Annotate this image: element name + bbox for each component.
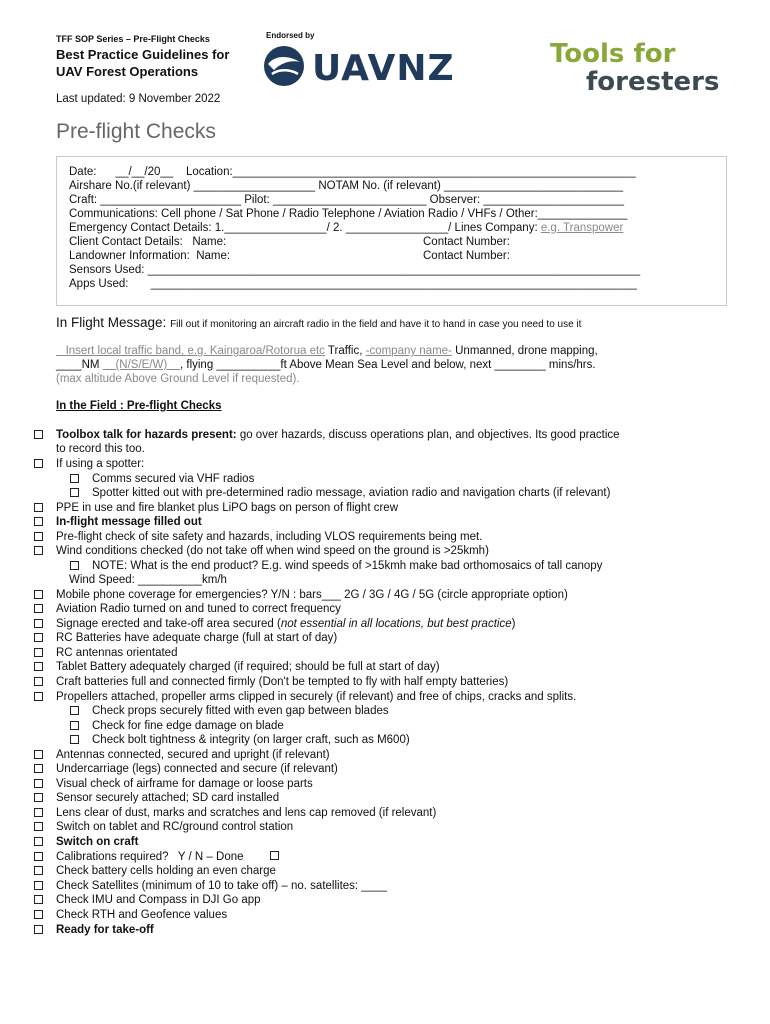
item-airframe: Visual check of airframe for damage or loose parts bbox=[56, 778, 313, 790]
airshare-notam-field[interactable]: Airshare No.(if relevant) ___________________ NOTAM No. (if relevant) ____________________________ bbox=[69, 180, 624, 192]
checkbox-props-bolt[interactable] bbox=[70, 735, 79, 744]
series-label: TFF SOP Series – Pre-Flight Checks bbox=[56, 34, 210, 44]
checkbox-spotter-comms[interactable] bbox=[70, 474, 79, 483]
signage-note: not essential in all locations, but best practice bbox=[280, 618, 512, 630]
toolbox-label: Toolbox talk for hazards present: bbox=[56, 429, 237, 441]
date-location-field[interactable]: Date: __/__/20__ Location:_______________________________________________________________ bbox=[69, 166, 636, 178]
item-spotter-comms: Comms secured via VHF radios bbox=[92, 473, 255, 485]
item-rc-batteries: RC Batteries have adequate charge (full at start of day) bbox=[56, 632, 338, 644]
apps-used-field[interactable]: Apps Used: ____________________________________________________________________________ bbox=[69, 278, 637, 290]
item-imu: Check IMU and Compass in DJI Go app bbox=[56, 894, 261, 906]
checkbox-craft-batteries[interactable] bbox=[34, 677, 43, 686]
item-rth: Check RTH and Geofence values bbox=[56, 909, 228, 921]
checkbox-rc-batteries[interactable] bbox=[34, 633, 43, 642]
checkbox-airframe[interactable] bbox=[34, 779, 43, 788]
last-updated: Last updated: 9 November 2022 bbox=[56, 93, 221, 105]
inflight-message-heading bbox=[56, 315, 581, 330]
checkbox-mobile[interactable] bbox=[34, 590, 43, 599]
checkbox-signage[interactable] bbox=[34, 619, 43, 628]
checkbox-wind-note[interactable] bbox=[70, 561, 79, 570]
item-spotter: If using a spotter: bbox=[56, 458, 145, 470]
checkbox-switch-craft[interactable] bbox=[34, 837, 43, 846]
checkbox-spotter[interactable] bbox=[34, 459, 43, 468]
uavnz-logo bbox=[262, 40, 512, 90]
checkbox-satellites[interactable] bbox=[34, 881, 43, 890]
traffic-band-placeholder[interactable]: Insert local traffic band, e.g. Kaingaroa/Rotorua etc bbox=[56, 345, 325, 357]
checkbox-toolbox[interactable] bbox=[34, 430, 43, 439]
unmanned-text: Unmanned, drone mapping, bbox=[451, 345, 598, 357]
checkbox-calibrations-done[interactable] bbox=[270, 851, 279, 860]
item-toolbox-cont: to record this too. bbox=[56, 443, 145, 455]
checkbox-spotter-kitted[interactable] bbox=[70, 488, 79, 497]
item-wind-note: NOTE: What is the end product? E.g. wind speeds of >15kmh make bad orthomosaics of tall canopy bbox=[92, 560, 603, 572]
checkbox-rth[interactable] bbox=[34, 910, 43, 919]
landowner-name[interactable]: Landowner Information: Name: bbox=[69, 250, 231, 262]
communications-field[interactable]: Communications: Cell phone / Sat Phone / Radio Telephone / Aviation Radio / VHFs / Other:______________ bbox=[69, 208, 628, 220]
endorsed-by-label: Endorsed by bbox=[266, 31, 315, 40]
checkbox-undercarriage[interactable] bbox=[34, 764, 43, 773]
checkbox-sensor[interactable] bbox=[34, 793, 43, 802]
item-sensor: Sensor securely attached; SD card installed bbox=[56, 792, 280, 804]
item-aviation-radio: Aviation Radio turned on and tuned to correct frequency bbox=[56, 603, 341, 615]
checkbox-battery-cells[interactable] bbox=[34, 866, 43, 875]
client-contact-number[interactable]: Contact Number: bbox=[423, 236, 510, 248]
checkbox-site-safety[interactable] bbox=[34, 532, 43, 541]
company-name-placeholder[interactable]: -company name- bbox=[365, 345, 452, 357]
document-title bbox=[56, 46, 256, 80]
item-battery-cells: Check battery cells holding an even charge bbox=[56, 865, 276, 877]
field-checks-heading: In the Field : Pre-flight Checks bbox=[56, 400, 222, 412]
tff-logo-line-2: foresters bbox=[586, 67, 720, 94]
traffic-text: Traffic, bbox=[324, 345, 366, 357]
item-site-safety: Pre-flight check of site safety and hazards, including VLOS requirements being met. bbox=[56, 531, 483, 543]
signage-text: Signage erected and take-off area secured ( bbox=[56, 618, 281, 630]
checkbox-props-fitted[interactable] bbox=[70, 706, 79, 715]
checkbox-ready[interactable] bbox=[34, 925, 43, 934]
emergency-example: e.g. Transpower bbox=[540, 222, 624, 234]
item-craft-batteries: Craft batteries full and connected firmly (Don't be tempted to fly with half empty batteries) bbox=[56, 676, 509, 688]
item-calibrations: Calibrations required? Y / N – Done bbox=[56, 851, 244, 863]
title-line-1: Best Practice Guidelines for bbox=[56, 47, 230, 62]
item-propellers: Propellers attached, propeller arms clipped in securely (if relevant) and free of chips, cracks and splits. bbox=[56, 691, 577, 703]
inflight-message-line-1 bbox=[56, 344, 598, 358]
inflight-message-line-3: (max altitude Above Ground Level if requested). bbox=[56, 373, 300, 385]
item-undercarriage: Undercarriage (legs) connected and secure (if relevant) bbox=[56, 763, 338, 775]
client-contact-name[interactable]: Client Contact Details: Name: bbox=[69, 236, 227, 248]
item-rc-antennas: RC antennas orientated bbox=[56, 647, 178, 659]
uavnz-logo-text: UAVNZ bbox=[312, 48, 455, 89]
item-mobile: Mobile phone coverage for emergencies? Y/N : bars___ 2G / 3G / 4G / 5G (circle appropriate option) bbox=[56, 589, 568, 601]
item-spotter-kitted: Spotter kitted out with pre-determined radio message, aviation radio and navigation charts (if relevant) bbox=[92, 487, 611, 499]
item-props-edge: Check for fine edge damage on blade bbox=[92, 720, 284, 732]
checkbox-wind[interactable] bbox=[34, 546, 43, 555]
section-title: Pre-flight Checks bbox=[56, 120, 216, 143]
item-inflight-filled: In-flight message filled out bbox=[56, 516, 202, 528]
emergency-contact-field[interactable] bbox=[69, 221, 623, 235]
checkbox-rc-antennas[interactable] bbox=[34, 648, 43, 657]
item-switch-tablet: Switch on tablet and RC/ground control station bbox=[56, 821, 294, 833]
sensors-used-field[interactable]: Sensors Used: _____________________________________________________________________________ bbox=[69, 264, 641, 276]
tools-for-foresters-logo bbox=[548, 38, 723, 94]
item-props-fitted: Check props securely fitted with even gap between blades bbox=[92, 705, 389, 717]
altitude-text[interactable]: , flying __________ft Above Mean Sea Level and below, next ________ mins/hrs. bbox=[179, 359, 596, 371]
flight-details-form bbox=[56, 156, 727, 306]
checkbox-lens[interactable] bbox=[34, 808, 43, 817]
signage-close: ) bbox=[511, 618, 516, 630]
checkbox-imu[interactable] bbox=[34, 895, 43, 904]
item-switch-craft: Switch on craft bbox=[56, 836, 139, 848]
inflight-heading-label: In Flight Message: bbox=[56, 315, 167, 330]
checkbox-propellers[interactable] bbox=[34, 692, 43, 701]
checkbox-aviation-radio[interactable] bbox=[34, 604, 43, 613]
title-line-2: UAV Forest Operations bbox=[56, 64, 199, 79]
checkbox-antennas[interactable] bbox=[34, 750, 43, 759]
checkbox-switch-tablet[interactable] bbox=[34, 822, 43, 831]
checkbox-ppe[interactable] bbox=[34, 503, 43, 512]
item-wind-speed[interactable]: Wind Speed: __________km/h bbox=[69, 574, 227, 586]
checkbox-inflight-filled[interactable] bbox=[34, 517, 43, 526]
item-wind: Wind conditions checked (do not take off when wind speed on the ground is >25kmh) bbox=[56, 545, 489, 557]
item-lens: Lens clear of dust, marks and scratches and lens cap removed (if relevant) bbox=[56, 807, 437, 819]
item-ppe: PPE in use and fire blanket plus LiPO bags on person of flight crew bbox=[56, 502, 399, 514]
item-toolbox bbox=[56, 428, 620, 442]
item-tablet: Tablet Battery adequately charged (if required; should be full at start of day) bbox=[56, 661, 440, 673]
landowner-number[interactable]: Contact Number: bbox=[423, 250, 510, 262]
inflight-message-line-2 bbox=[56, 358, 596, 372]
tff-logo-line-1: Tools for bbox=[550, 39, 676, 69]
craft-pilot-observer-field[interactable]: Craft: ______________________ Pilot: ________________________ Observer: ______________________ bbox=[69, 194, 625, 206]
emergency-contact-text: Emergency Contact Details: 1.________________/ 2. ________________/ Lines Company: bbox=[69, 222, 541, 234]
item-signage bbox=[56, 617, 515, 631]
item-ready: Ready for take-off bbox=[56, 924, 154, 936]
checkbox-props-edge[interactable] bbox=[70, 721, 79, 730]
checkbox-tablet[interactable] bbox=[34, 662, 43, 671]
checkbox-calibrations[interactable] bbox=[34, 852, 43, 861]
inflight-instruction: Fill out if monitoring an aircraft radio in the field and have it to hand in case you need to use it bbox=[170, 319, 582, 330]
item-antennas: Antennas connected, secured and upright (if relevant) bbox=[56, 749, 330, 761]
item-satellites: Check Satellites (minimum of 10 to take off) – no. satellites: ____ bbox=[56, 880, 387, 892]
direction-placeholder[interactable]: (N/S/E/W) bbox=[102, 359, 180, 371]
toolbox-desc: go over hazards, discuss operations plan, and objectives. Its good practice bbox=[236, 429, 620, 441]
item-props-bolt: Check bolt tightness & integrity (on larger craft, such as M600) bbox=[92, 734, 410, 746]
nm-field[interactable]: ____NM bbox=[56, 359, 103, 371]
